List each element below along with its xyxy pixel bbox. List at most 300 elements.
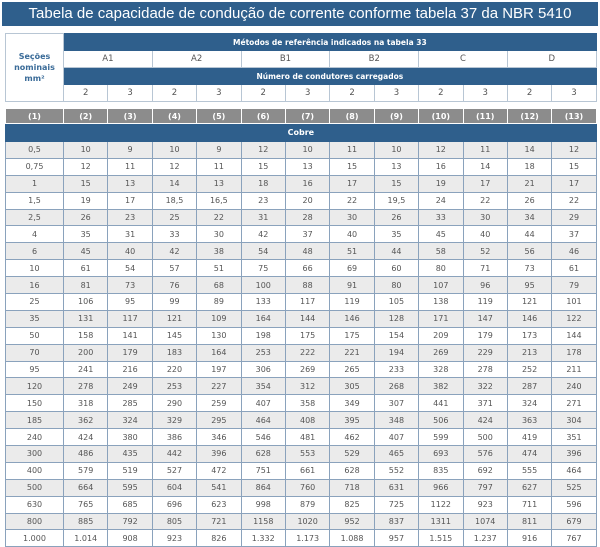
ampacity-cell: 396 — [197, 446, 241, 463]
ampacity-cell: 209 — [419, 327, 463, 344]
ampacity-cell: 318 — [64, 395, 108, 412]
column-number-cell: (11) — [463, 109, 507, 124]
ampacity-cell: 10 — [64, 142, 108, 159]
ampacity-cell: 31 — [241, 209, 285, 226]
conductor-count-cell: 3 — [285, 85, 329, 102]
ampacity-cell: 216 — [108, 361, 152, 378]
ampacity-cell: 19 — [64, 192, 108, 209]
ampacity-cell: 96 — [463, 277, 507, 294]
conductor-count-cell: 2 — [330, 85, 374, 102]
ampacity-cell: 15 — [241, 158, 285, 175]
ampacity-cell: 40 — [463, 226, 507, 243]
section-label-line: nominais — [14, 63, 55, 72]
ampacity-cell: 12 — [152, 158, 196, 175]
ampacity-cell: 1.173 — [285, 530, 329, 547]
table-row — [6, 395, 597, 412]
table-row — [6, 446, 597, 463]
ampacity-cell: 1.332 — [241, 530, 285, 547]
ampacity-cell: 826 — [197, 530, 241, 547]
ampacity-cell: 305 — [330, 378, 374, 395]
table-row — [6, 479, 597, 496]
ampacity-cell: 40 — [108, 243, 152, 260]
column-number-cell: (13) — [552, 109, 596, 124]
ampacity-cell: 408 — [285, 412, 329, 429]
ampacity-cell: 442 — [152, 446, 196, 463]
ampacity-cell: 95 — [108, 294, 152, 311]
ampacity-cell: 23 — [241, 192, 285, 209]
column-number-cell: (3) — [108, 109, 152, 124]
ampacity-cell: 966 — [419, 479, 463, 496]
ampacity-cell: 12 — [241, 142, 285, 159]
ampacity-cell: 35 — [64, 226, 108, 243]
section-cell: 1,5 — [6, 192, 64, 209]
ampacity-cell: 121 — [507, 294, 551, 311]
ampacity-cell: 45 — [419, 226, 463, 243]
ampacity-cell: 354 — [241, 378, 285, 395]
ampacity-cell: 322 — [463, 378, 507, 395]
ampacity-cell: 324 — [108, 412, 152, 429]
ampacity-cell: 16,5 — [197, 192, 241, 209]
ampacity-cell: 627 — [507, 479, 551, 496]
method-c: C — [419, 51, 508, 68]
ampacity-cell: 106 — [64, 294, 108, 311]
ampacity-cell: 1311 — [419, 513, 463, 530]
ampacity-cell: 15 — [374, 175, 418, 192]
ampacity-cell: 179 — [108, 344, 152, 361]
ampacity-cell: 17 — [330, 175, 374, 192]
ampacity-cell: 16 — [419, 158, 463, 175]
column-number-cell: (7) — [285, 109, 329, 124]
ampacity-cell: 908 — [108, 530, 152, 547]
ampacity-cell: 269 — [419, 344, 463, 361]
section-cell: 120 — [6, 378, 64, 395]
material-row — [6, 124, 597, 142]
ampacity-cell: 100 — [241, 277, 285, 294]
table-row — [6, 226, 597, 243]
table-row — [6, 260, 597, 277]
ampacity-cell: 147 — [463, 310, 507, 327]
ampacity-cell: 837 — [374, 513, 418, 530]
ampacity-cell: 22 — [552, 192, 596, 209]
ampacity-cell: 22 — [463, 192, 507, 209]
ampacity-cell: 285 — [108, 395, 152, 412]
column-number-cell: (6) — [241, 109, 285, 124]
section-cell: 400 — [6, 462, 64, 479]
ampacity-cell: 144 — [552, 327, 596, 344]
ampacity-cell: 481 — [285, 429, 329, 446]
ampacity-cell: 464 — [241, 412, 285, 429]
table-row — [6, 277, 597, 294]
ampacity-cell: 40 — [330, 226, 374, 243]
ampacity-cell: 358 — [285, 395, 329, 412]
ampacity-cell: 474 — [507, 446, 551, 463]
section-cell: 1.000 — [6, 530, 64, 547]
ampacity-cell: 30 — [197, 226, 241, 243]
ampacity-cell: 1.237 — [463, 530, 507, 547]
ampacity-cell: 9 — [197, 142, 241, 159]
ampacity-cell: 541 — [197, 479, 241, 496]
ampacity-cell: 30 — [463, 209, 507, 226]
table-row — [6, 412, 597, 429]
ampacity-cell: 424 — [463, 412, 507, 429]
ampacity-cell: 18,5 — [152, 192, 196, 209]
ampacity-cell: 329 — [152, 412, 196, 429]
ampacity-cell: 197 — [197, 361, 241, 378]
section-cell: 95 — [6, 361, 64, 378]
table-row — [6, 462, 597, 479]
section-cell: 16 — [6, 277, 64, 294]
ampacity-cell: 500 — [463, 429, 507, 446]
ampacity-cell: 14 — [152, 175, 196, 192]
table-title: Tabela de capacidade de condução de corrente conforme tabela 37 da NBR 5410 — [2, 2, 598, 26]
ampacity-cell: 362 — [64, 412, 108, 429]
ampacity-cell: 12 — [419, 142, 463, 159]
ampacity-cell: 51 — [330, 243, 374, 260]
conductor-count-cell: 2 — [64, 85, 108, 102]
ampacity-cell: 26 — [374, 209, 418, 226]
ampacity-cell: 721 — [197, 513, 241, 530]
ampacity-cell: 998 — [241, 496, 285, 513]
ampacity-cell: 312 — [285, 378, 329, 395]
ampacity-cell: 13 — [197, 175, 241, 192]
ampacity-cell: 631 — [374, 479, 418, 496]
ampacity-cell: 519 — [108, 462, 152, 479]
ampacity-cell: 506 — [419, 412, 463, 429]
ampacity-cell: 10 — [152, 142, 196, 159]
column-number-row — [6, 109, 597, 124]
ampacity-cell: 175 — [285, 327, 329, 344]
ampacity-cell: 693 — [419, 446, 463, 463]
table-row — [6, 530, 597, 547]
ampacity-cell: 1.014 — [64, 530, 108, 547]
ampacity-cell: 249 — [108, 378, 152, 395]
ampacity-cell: 80 — [374, 277, 418, 294]
ampacity-cell: 268 — [374, 378, 418, 395]
ampacity-cell: 604 — [152, 479, 196, 496]
ampacity-cell: 12 — [64, 158, 108, 175]
ampacity-cell: 696 — [152, 496, 196, 513]
ampacity-cell: 916 — [507, 530, 551, 547]
ampacity-cell: 864 — [241, 479, 285, 496]
ampacity-cell: 1020 — [285, 513, 329, 530]
ampacity-cell: 229 — [463, 344, 507, 361]
table-row — [6, 209, 597, 226]
table-row — [6, 378, 597, 395]
ampacity-cell: 767 — [552, 530, 596, 547]
ampacity-cell: 923 — [463, 496, 507, 513]
section-cell: 6 — [6, 243, 64, 260]
ampacity-cell: 295 — [197, 412, 241, 429]
ampacity-cell: 241 — [64, 361, 108, 378]
ampacity-cell: 679 — [552, 513, 596, 530]
ampacity-cell: 11 — [463, 142, 507, 159]
table-row — [6, 496, 597, 513]
ampacity-cell: 37 — [285, 226, 329, 243]
ampacity-cell: 825 — [330, 496, 374, 513]
section-cell: 500 — [6, 479, 64, 496]
column-number-cell: (5) — [197, 109, 241, 124]
ampacity-cell: 44 — [374, 243, 418, 260]
ampacity-cell: 252 — [507, 361, 551, 378]
ampacity-cell: 80 — [419, 260, 463, 277]
ampacity-cell: 11 — [330, 142, 374, 159]
methods-title: Métodos de referência indicados na tabela 33 — [64, 34, 597, 51]
conductors-title: Número de condutores carregados — [64, 68, 597, 85]
conductor-count-cell: 2 — [419, 85, 463, 102]
material-label: Cobre — [6, 124, 597, 142]
methods-row — [6, 51, 597, 68]
section-cell: 10 — [6, 260, 64, 277]
column-number-cell: (10) — [419, 109, 463, 124]
ampacity-cell: 760 — [285, 479, 329, 496]
section-label — [6, 34, 64, 102]
ampacity-cell: 66 — [285, 260, 329, 277]
ampacity-cell: 527 — [152, 462, 196, 479]
ampacity-cell: 178 — [552, 344, 596, 361]
ampacity-cell: 307 — [374, 395, 418, 412]
ampacity-cell: 16 — [285, 175, 329, 192]
ampacity-cell: 692 — [463, 462, 507, 479]
method-b2: B2 — [330, 51, 419, 68]
ampacity-cell: 486 — [64, 446, 108, 463]
table-row — [6, 429, 597, 446]
ampacity-cell: 58 — [419, 243, 463, 260]
ampacity-cell: 81 — [64, 277, 108, 294]
ampacity-cell: 233 — [374, 361, 418, 378]
ampacity-cell: 29 — [552, 209, 596, 226]
ampacity-cell: 173 — [507, 327, 551, 344]
ampacity-cell: 54 — [241, 243, 285, 260]
ampacity-cell: 121 — [152, 310, 196, 327]
ampacity-cell: 109 — [197, 310, 241, 327]
ampacity-cell: 349 — [330, 395, 374, 412]
ampacity-cell: 290 — [152, 395, 196, 412]
ampacity-cell: 306 — [241, 361, 285, 378]
section-cell: 2,5 — [6, 209, 64, 226]
section-cell: 1 — [6, 175, 64, 192]
ampacity-cell: 711 — [507, 496, 551, 513]
section-cell: 150 — [6, 395, 64, 412]
table-row — [6, 175, 597, 192]
ampacity-cell: 811 — [507, 513, 551, 530]
ampacity-cell: 227 — [197, 378, 241, 395]
ampacity-cell: 19,5 — [374, 192, 418, 209]
ampacity-cell: 253 — [152, 378, 196, 395]
section-cell: 70 — [6, 344, 64, 361]
section-cell: 35 — [6, 310, 64, 327]
section-cell: 25 — [6, 294, 64, 311]
ampacity-cell: 269 — [285, 361, 329, 378]
ampacity-cell: 44 — [507, 226, 551, 243]
ampacity-cell: 885 — [64, 513, 108, 530]
ampacity-cell: 952 — [330, 513, 374, 530]
ampacity-cell: 628 — [241, 446, 285, 463]
ampacity-cell: 69 — [330, 260, 374, 277]
ampacity-cell: 130 — [197, 327, 241, 344]
ampacity-cell: 553 — [285, 446, 329, 463]
ampacity-cell: 179 — [463, 327, 507, 344]
ampacity-cell: 465 — [374, 446, 418, 463]
ampacity-cell: 35 — [374, 226, 418, 243]
method-d: D — [507, 51, 596, 68]
ampacity-cell: 33 — [419, 209, 463, 226]
conductor-count-cell: 2 — [241, 85, 285, 102]
ampacity-cell: 441 — [419, 395, 463, 412]
ampacity-cell: 253 — [241, 344, 285, 361]
ampacity-cell: 595 — [108, 479, 152, 496]
ampacity-cell: 145 — [152, 327, 196, 344]
ampacity-cell: 57 — [152, 260, 196, 277]
ampacity-cell: 18 — [507, 158, 551, 175]
conductors-row — [6, 85, 597, 102]
ampacity-cell: 183 — [152, 344, 196, 361]
ampacity-cell: 661 — [285, 462, 329, 479]
ampacity-cell: 395 — [330, 412, 374, 429]
ampacity-cell: 579 — [64, 462, 108, 479]
ampacity-cell: 957 — [374, 530, 418, 547]
ampacity-cell: 351 — [552, 429, 596, 446]
ampacity-cell: 213 — [507, 344, 551, 361]
table-row — [6, 310, 597, 327]
column-number-cell: (1) — [6, 109, 64, 124]
ampacity-cell: 380 — [108, 429, 152, 446]
section-cell: 0,5 — [6, 142, 64, 159]
ampacity-cell: 265 — [330, 361, 374, 378]
ampacity-cell: 164 — [241, 310, 285, 327]
table-row — [6, 243, 597, 260]
ampacity-cell: 138 — [419, 294, 463, 311]
ampacity-cell: 386 — [152, 429, 196, 446]
section-cell: 800 — [6, 513, 64, 530]
ampacity-cell: 175 — [330, 327, 374, 344]
ampacity-cell: 1074 — [463, 513, 507, 530]
ampacity-cell: 24 — [419, 192, 463, 209]
ampacity-cell: 18 — [241, 175, 285, 192]
ampacity-cell: 48 — [285, 243, 329, 260]
ampacity-cell: 324 — [507, 395, 551, 412]
ampacity-cell: 792 — [108, 513, 152, 530]
ampacity-cell: 15 — [552, 158, 596, 175]
ampacity-cell: 407 — [241, 395, 285, 412]
ampacity-cell: 9 — [108, 142, 152, 159]
ampacity-cell: 42 — [152, 243, 196, 260]
ampacity-cell: 46 — [552, 243, 596, 260]
ampacity-cell: 23 — [108, 209, 152, 226]
table-row — [6, 361, 597, 378]
method-a2: A2 — [152, 51, 241, 68]
conductor-count-cell: 2 — [152, 85, 196, 102]
ampacity-cell: 278 — [463, 361, 507, 378]
section-cell: 50 — [6, 327, 64, 344]
section-cell: 185 — [6, 412, 64, 429]
ampacity-cell: 220 — [152, 361, 196, 378]
ampacity-cell: 278 — [64, 378, 108, 395]
ampacity-cell: 19 — [419, 175, 463, 192]
ampacity-cell: 923 — [152, 530, 196, 547]
ampacity-cell: 464 — [552, 462, 596, 479]
section-cell: 630 — [6, 496, 64, 513]
ampacity-cell: 287 — [507, 378, 551, 395]
ampacity-cell: 131 — [64, 310, 108, 327]
section-cell: 4 — [6, 226, 64, 243]
ampacity-cell: 435 — [108, 446, 152, 463]
column-number-cell: (4) — [152, 109, 196, 124]
ampacity-cell: 685 — [108, 496, 152, 513]
ampacity-cell: 20 — [285, 192, 329, 209]
ampacity-cell: 725 — [374, 496, 418, 513]
ampacity-cell: 61 — [552, 260, 596, 277]
ampacity-cell: 28 — [285, 209, 329, 226]
section-label-unit: mm² — [24, 74, 45, 83]
method-a1: A1 — [64, 51, 153, 68]
ampacity-cell: 73 — [108, 277, 152, 294]
ampacity-cell: 382 — [419, 378, 463, 395]
ampacity-cell: 328 — [419, 361, 463, 378]
ampacity-cell: 462 — [330, 429, 374, 446]
ampacity-cell: 10 — [285, 142, 329, 159]
ampacity-cell: 73 — [507, 260, 551, 277]
ampacity-cell: 271 — [552, 395, 596, 412]
ampacity-cell: 119 — [330, 294, 374, 311]
table-row — [6, 344, 597, 361]
ampacity-cell: 200 — [64, 344, 108, 361]
ampacity-cell: 37 — [552, 226, 596, 243]
section-cell: 300 — [6, 446, 64, 463]
ampacity-cell: 101 — [552, 294, 596, 311]
ampacity-cell: 52 — [463, 243, 507, 260]
ampacity-cell: 13 — [285, 158, 329, 175]
ampacity-cell: 79 — [552, 277, 596, 294]
ampacity-cell: 45 — [64, 243, 108, 260]
ampacity-cell: 17 — [552, 175, 596, 192]
ampacity-cell: 552 — [374, 462, 418, 479]
ampacity-cell: 11 — [197, 158, 241, 175]
ampacity-cell: 61 — [64, 260, 108, 277]
ampacity-cell: 99 — [152, 294, 196, 311]
ampacity-cell: 122 — [552, 310, 596, 327]
ampacity-table — [5, 108, 597, 547]
conductor-count-cell: 3 — [197, 85, 241, 102]
ampacity-cell: 117 — [285, 294, 329, 311]
ampacity-cell: 38 — [197, 243, 241, 260]
ampacity-cell: 879 — [285, 496, 329, 513]
ampacity-cell: 154 — [374, 327, 418, 344]
ampacity-cell: 26 — [64, 209, 108, 226]
ampacity-cell: 34 — [507, 209, 551, 226]
ampacity-cell: 22 — [197, 209, 241, 226]
ampacity-cell: 623 — [197, 496, 241, 513]
ampacity-cell: 751 — [241, 462, 285, 479]
ampacity-cell: 835 — [419, 462, 463, 479]
ampacity-cell: 11 — [108, 158, 152, 175]
ampacity-cell: 718 — [330, 479, 374, 496]
ampacity-cell: 119 — [463, 294, 507, 311]
ampacity-cell: 211 — [552, 361, 596, 378]
ampacity-cell: 12 — [552, 142, 596, 159]
ampacity-cell: 15 — [330, 158, 374, 175]
ampacity-cell: 26 — [507, 192, 551, 209]
ampacity-cell: 599 — [419, 429, 463, 446]
table-row — [6, 294, 597, 311]
conductor-count-cell: 3 — [108, 85, 152, 102]
ampacity-cell: 363 — [507, 412, 551, 429]
ampacity-cell: 33 — [152, 226, 196, 243]
column-number-cell: (2) — [64, 109, 108, 124]
ampacity-cell: 1122 — [419, 496, 463, 513]
conductor-count-cell: 3 — [463, 85, 507, 102]
ampacity-cell: 88 — [285, 277, 329, 294]
table-row — [6, 158, 597, 175]
